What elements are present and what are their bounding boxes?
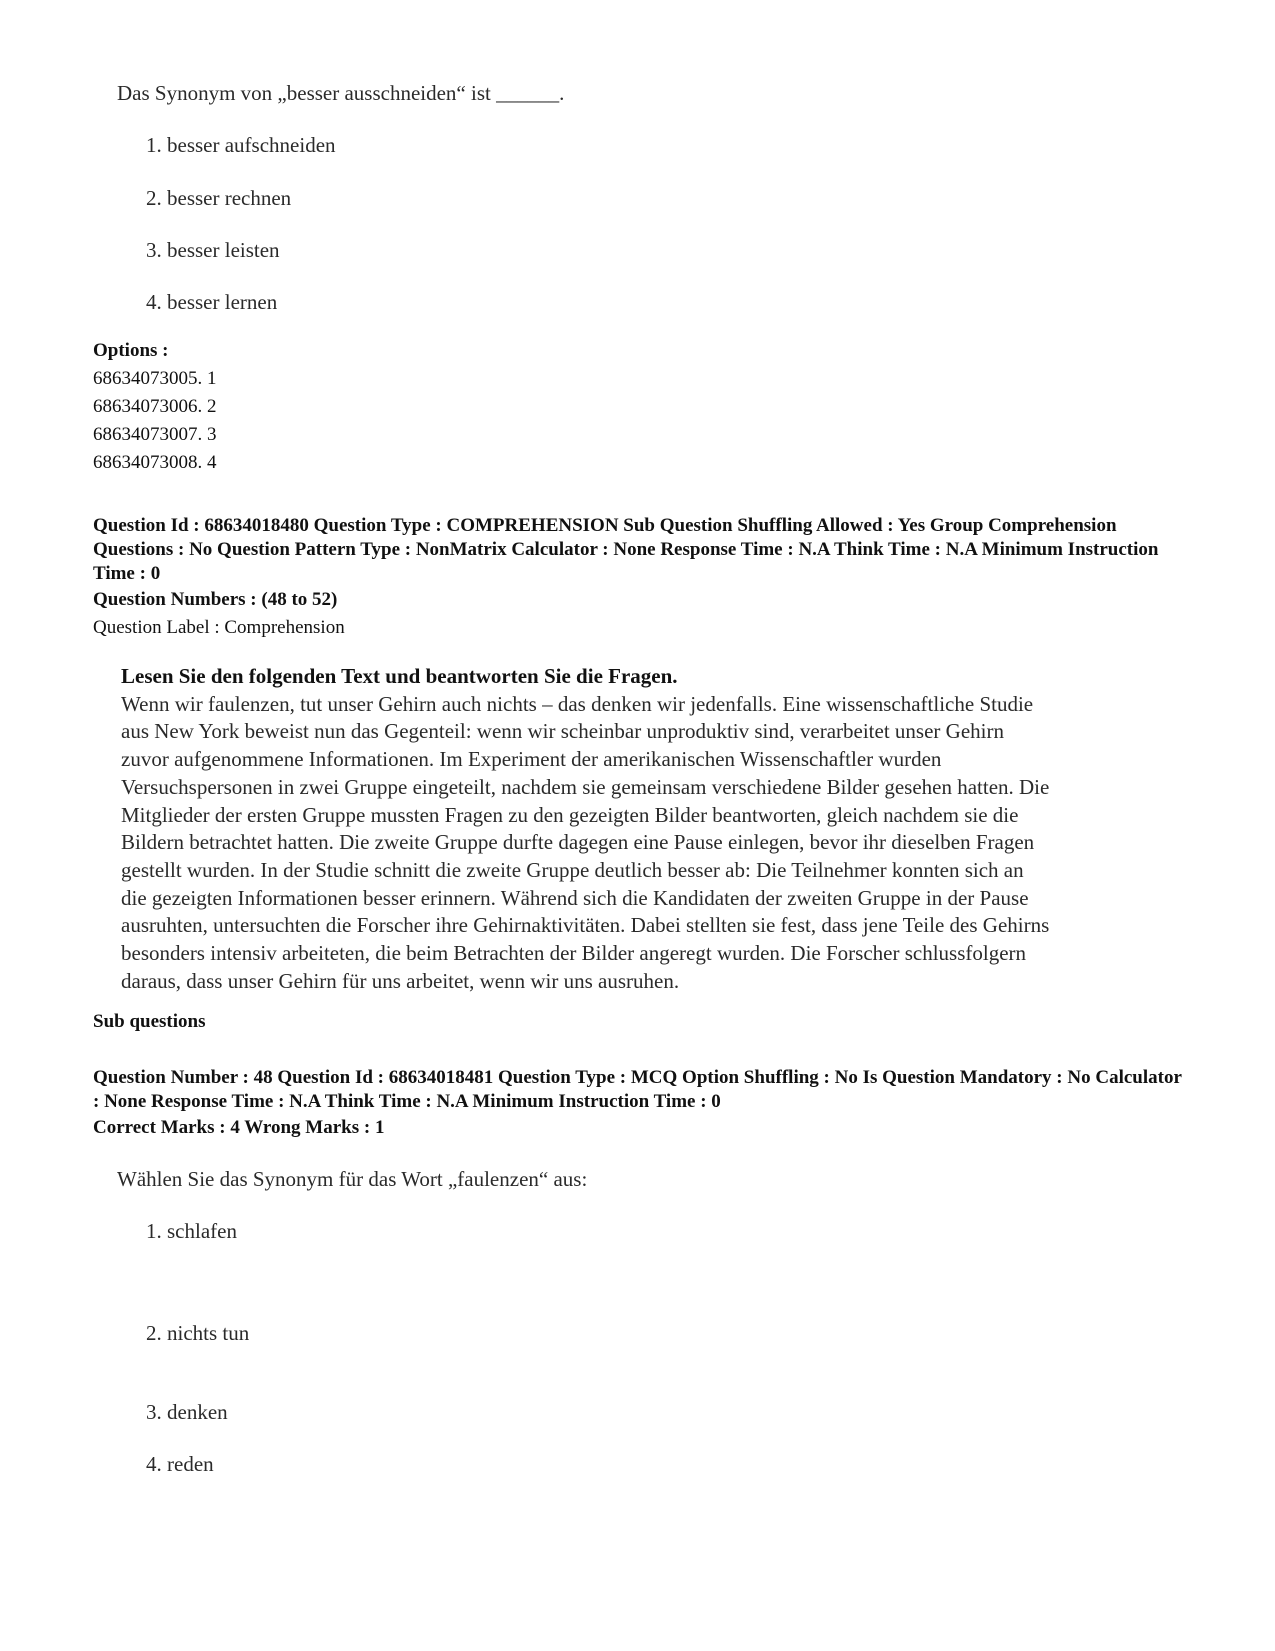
passage-line: aus New York beweist nun das Gegenteil: wenn wir scheinbar unproduktiv sind, verarbeitet unser Gehirn	[121, 719, 1004, 744]
prev-choice-4: 4. besser lernen	[146, 290, 278, 314]
passage-line: besonders intensiv arbeiteten, die beim Betrachten der Bilder angeregt wurden. Die Forscher schlussfolgern	[121, 941, 1027, 966]
prev-question-stem: Das Synonym von „besser ausschneiden“ ist ______.	[117, 81, 565, 105]
question-48-meta: Question Number : 48 Question Id : 68634018481 Question Type : MCQ Option Shuffling : No Is Question Mandatory : No Calculator : None Response Time : N.A Think Time : N.A Minimum Instruction Time : 0	[93, 1067, 1182, 1112]
passage-line: daraus, dass unser Gehirn für uns arbeitet, wenn wir uns ausruhen.	[121, 968, 680, 993]
q48-choice-4: 4. reden	[146, 1452, 214, 1476]
option-item-3: 68634073007. 3	[93, 424, 217, 445]
q48-choice-1: 1. schlafen	[146, 1219, 237, 1243]
passage-line: Wenn wir faulenzen, tut unser Gehirn auch nichts – das denken wir jedenfalls. Eine wissenschaftliche Studie	[121, 691, 1034, 716]
passage-line: die gezeigten Informationen besser erinnern. Während sich die Kandidaten der zweiten Gruppe in der Pause	[121, 885, 1029, 910]
passage-line: Mitglieder der ersten Gruppe mussten Fragen zu den gezeigten Bilder beantworten, gleich nachdem sie die	[121, 802, 1019, 827]
option-item-4: 68634073008. 4	[93, 452, 217, 473]
question-48-marks: Correct Marks : 4 Wrong Marks : 1	[93, 1117, 385, 1138]
q48-choice-2: 2. nichts tun	[146, 1321, 250, 1345]
comprehension-passage	[121, 663, 1201, 995]
prev-choice-3: 3. besser leisten	[146, 238, 280, 262]
prev-choice-2: 2. besser rechnen	[146, 186, 292, 210]
question-numbers: Question Numbers : (48 to 52)	[93, 589, 338, 610]
prev-choice-1: 1. besser aufschneiden	[146, 133, 336, 157]
option-item-2: 68634073006. 2	[93, 396, 217, 417]
passage-line: zuvor aufgenommene Informationen. Im Experiment der amerikanischen Wissenschaftler wurden	[121, 747, 942, 772]
comprehension-meta: Question Id : 68634018480 Question Type : COMPREHENSION Sub Question Shuffling Allowed : Yes Group Comprehension Questions : No Question Pattern Type : NonMatrix Calculator : None Response Time : N.A Think Time : N.A Minimum Instruction Time : 0	[93, 515, 1159, 584]
sub-questions-heading: Sub questions	[93, 1011, 206, 1032]
passage-title: Lesen Sie den folgenden Text und beantworten Sie die Fragen.	[121, 664, 678, 688]
passage-line: ausruhten, untersuchten die Forscher ihre Gehirnaktivitäten. Dabei stellten sie fest, dass jene Teile des Gehirns	[121, 913, 1050, 938]
passage-line: gestellt wurden. In der Studie schnitt die zweite Gruppe deutlich besser ab: Die Teilnehmer konnten sich an	[121, 857, 1024, 882]
question-label: Question Label : Comprehension	[93, 617, 345, 638]
passage-line: Bildern betrachtet hatten. Die zweite Gruppe durfte dagegen eine Pause einlegen, bevor ihr dieselben Fragen	[121, 830, 1035, 855]
option-item-1: 68634073005. 1	[93, 368, 217, 389]
question-48-stem: Wählen Sie das Synonym für das Wort „faulenzen“ aus:	[117, 1167, 588, 1191]
options-label: Options :	[93, 340, 169, 361]
passage-line: Versuchspersonen in zwei Gruppe eingeteilt, nachdem sie gemeinsam verschiedene Bilder gesehen hatten. Die	[121, 774, 1050, 799]
q48-choice-3: 3. denken	[146, 1400, 228, 1424]
